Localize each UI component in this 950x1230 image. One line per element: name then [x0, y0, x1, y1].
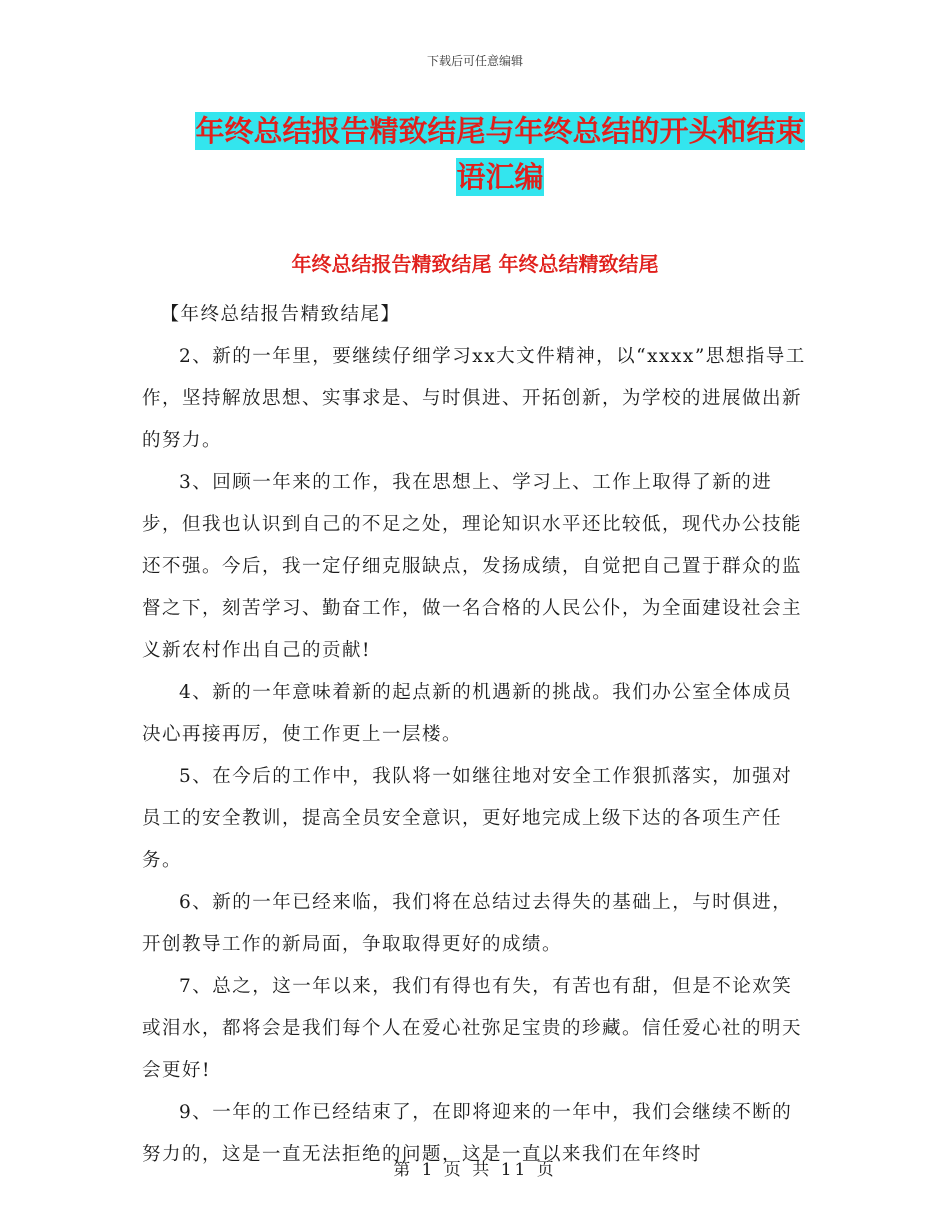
paragraph: 2、新的一年里，要继续仔细学习xx大文件精神，以“xxxx”思想指导工作，坚持解放思想、实事求是、与时俱进、开拓创新，为学校的进展做出新的努力。 [142, 346, 806, 451]
document-title-text: 年终总结报告精致结尾与年终总结的开头和结束语汇编 [195, 114, 805, 194]
section-label: 【年终总结报告精致结尾】 [160, 304, 401, 325]
page-footer: 第 1 页 共 11 页 [393, 1160, 557, 1180]
paragraph: 7、总之，这一年以来，我们有得也有失，有苦也有甜，但是不论欢笑或泪水，都将会是我们每个人在爱心社弥足宝贵的珍藏。信任爱心社的明天会更好! [142, 976, 803, 1081]
paragraph: 6、新的一年已经来临，我们将在总结过去得失的基础上，与时俱进，开创教导工作的新局面，争取取得更好的成绩。 [142, 892, 793, 955]
paragraph: 3、回顾一年来的工作，我在思想上、学习上、工作上取得了新的进步，但我也认识到自己的不足之处，理论知识水平还比较低，现代办公技能还不强。今后，我一定仔细克服缺点，发扬成绩，自觉把自己置于群众的监督之下，刻苦学习、勤奋工作，做一名合格的人民公仆，为全面建设社会主义新农村作出自己的贡献! [142, 472, 803, 661]
paragraph: 9、一年的工作已经结束了，在即将迎来的一年中，我们会继续不断的努力的，这是一直无法拒绝的问题，这是一直以来我们在年终时 [142, 1102, 793, 1165]
document-title [190, 108, 810, 200]
header-note: 下载后可任意编辑 [426, 54, 523, 68]
section-title: 年终总结报告精致结尾 年终总结精致结尾 [291, 252, 659, 276]
document-body [142, 294, 810, 1176]
paragraph: 4、新的一年意味着新的起点新的机遇新的挑战。我们办公室全体成员决心再接再厉，使工作更上一层楼。 [142, 682, 793, 745]
paragraph: 5、在今后的工作中，我队将一如继往地对安全工作狠抓落实，加强对员工的安全教训，提高全员安全意识，更好地完成上级下达的各项生产任务。 [142, 766, 793, 871]
